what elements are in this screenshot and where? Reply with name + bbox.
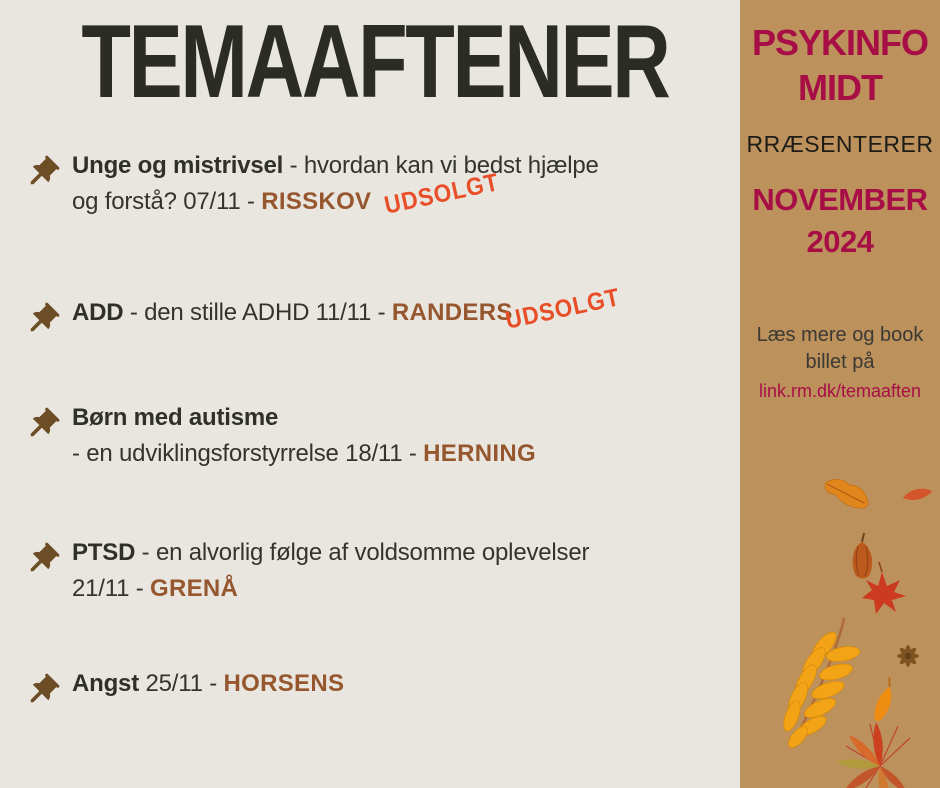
- booking-line1: Læs mere og book: [756, 324, 924, 346]
- brand-title: [740, 20, 940, 110]
- event-location: GRENÅ: [150, 575, 239, 602]
- pushpin-icon: [26, 538, 64, 576]
- brand-line2: MIDT: [798, 67, 882, 108]
- month-title: [740, 179, 940, 263]
- pushpin-icon: [26, 151, 64, 189]
- leaf-fragment-icon: [902, 486, 934, 504]
- rowan-leaf-icon: [780, 618, 861, 751]
- physalis-icon: [853, 533, 873, 579]
- event-title: Angst: [72, 670, 139, 697]
- event-date: og forstå? 07/11 -: [72, 188, 262, 215]
- pushpin-icon: [26, 298, 64, 336]
- event-description: - en udviklingsforstyrrelse 18/11 -: [72, 440, 424, 467]
- event-date: 21/11 -: [72, 575, 151, 602]
- poster-title: TEMAAFTENER: [81, 4, 669, 120]
- month-line2: 2024: [806, 224, 874, 259]
- month-line1: NOVEMBER: [752, 182, 928, 217]
- pushpin-icon: [26, 403, 64, 441]
- booking-info: [740, 322, 940, 376]
- presents-label: RRÆSENTERER: [746, 131, 934, 157]
- small-leaf-icon: [872, 676, 898, 723]
- booking-link: link.rm.dk/temaaften: [758, 381, 922, 401]
- event-location: HORSENS: [223, 670, 345, 697]
- event-title: Børn med autisme: [72, 404, 279, 431]
- event-date: 25/11 -: [139, 670, 224, 697]
- creeper-leaf-icon: [836, 722, 910, 788]
- event-title: PTSD: [72, 539, 136, 566]
- pushpin-icon: [26, 669, 64, 707]
- event-location: RANDERS: [391, 299, 513, 326]
- event-title: Unge og mistrivsel: [72, 152, 284, 179]
- sold-out-stamp: UDSOLGT: [381, 168, 502, 220]
- oak-leaf-icon: [821, 472, 873, 514]
- event-location: HERNING: [423, 440, 536, 467]
- event-title: ADD: [72, 299, 124, 326]
- autumn-leaves-decoration: [740, 440, 940, 788]
- event-description: - den stille ADHD 11/11 -: [123, 299, 392, 326]
- sidebar: [740, 0, 940, 788]
- event-location: RISSKOV: [261, 188, 372, 215]
- event-description: - en alvorlig følge af voldsomme oplevelser: [135, 539, 590, 566]
- star-anise-icon: [897, 645, 919, 667]
- sold-out-stamp: UDSOLGT: [502, 283, 623, 335]
- booking-line2: billet på: [805, 351, 875, 373]
- event-description: - hvordan kan vi bedst hjælpe: [283, 152, 599, 179]
- brand-line1: PSYKINFO: [751, 22, 929, 63]
